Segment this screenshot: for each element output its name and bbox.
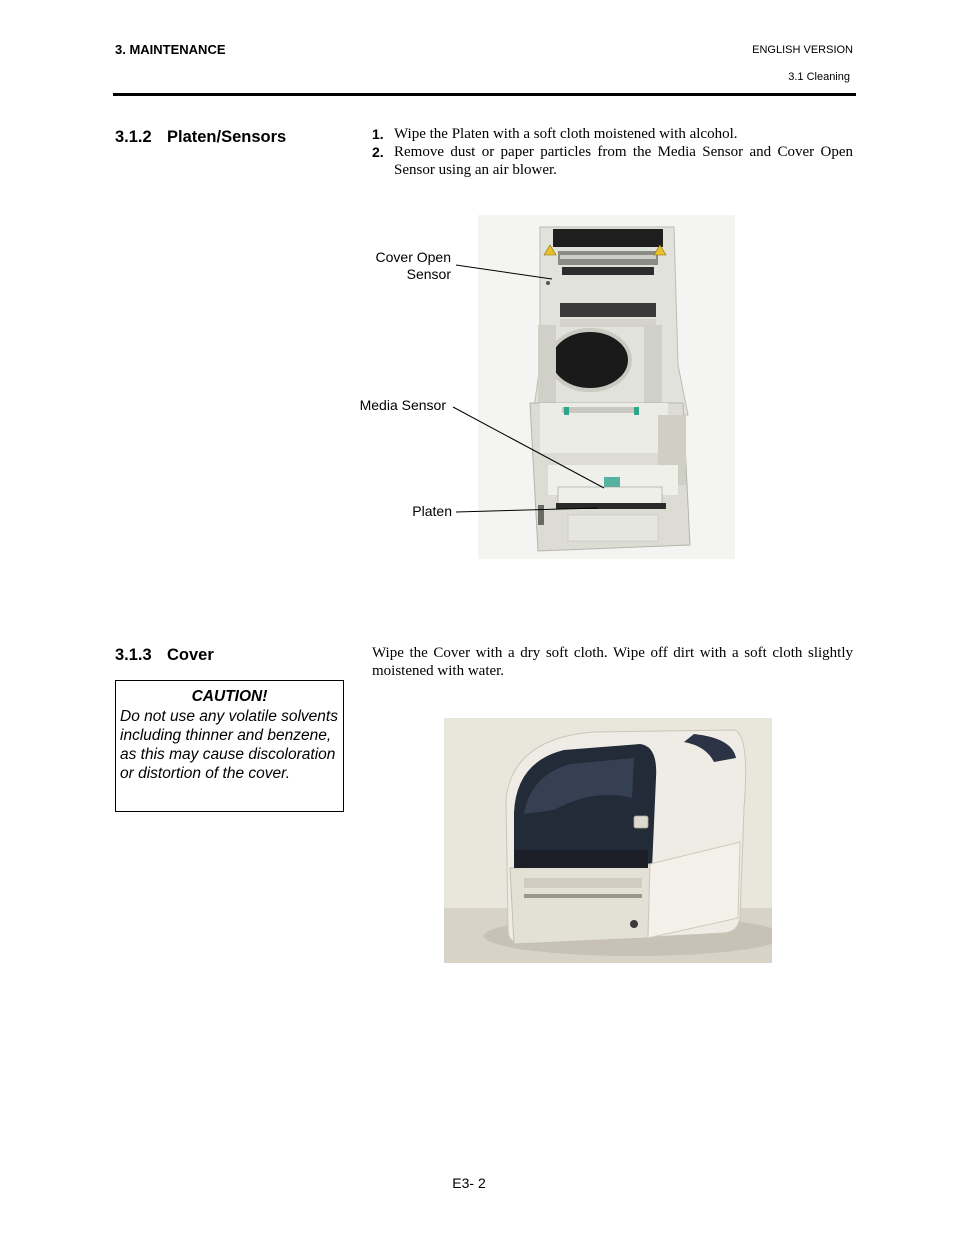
section-title: Cover (167, 646, 214, 664)
caution-box (115, 680, 344, 812)
section-label: 3.1 Cleaning (788, 71, 850, 83)
step-text: Wipe the Platen with a soft cloth moistened with alcohol. (394, 126, 738, 142)
caution-text: Do not use any volatile solvents including thinner and benzene, as this may cause discoloration or distortion of the cover. (120, 708, 338, 782)
step-text: Remove dust or paper particles from the Media Sensor and Cover Open Sensor using an air blower. (394, 144, 853, 178)
step-number: 2. (372, 144, 384, 160)
chapter-title: 3. MAINTENANCE (115, 42, 226, 57)
callout-media-sensor: Media Sensor (359, 397, 446, 413)
section-heading-platen (115, 128, 286, 147)
printer-open-photo (478, 215, 735, 559)
page-number: E3- 2 (452, 1175, 486, 1191)
section-number: 3.1.3 (115, 646, 152, 664)
steps-list (372, 125, 853, 179)
section-title: Platen/Sensors (167, 128, 287, 146)
header-rule (113, 93, 856, 96)
step-2 (372, 143, 853, 179)
callout-platen: Platen (412, 503, 452, 519)
page-number-row (0, 1175, 954, 1191)
version-label: ENGLISH VERSION (752, 44, 853, 56)
callout-cover-open-sensor: Cover Open Sensor (375, 249, 451, 282)
printer-closed-photo (444, 718, 772, 963)
cover-instructions: Wipe the Cover with a dry soft cloth. Wipe off dirt with a soft cloth slightly moistened with water. (372, 645, 853, 679)
section-number: 3.1.2 (115, 128, 152, 146)
step-number: 1. (372, 126, 384, 142)
step-1 (372, 125, 853, 143)
caution-title: CAUTION! (191, 688, 268, 705)
section-heading-cover (115, 646, 214, 665)
